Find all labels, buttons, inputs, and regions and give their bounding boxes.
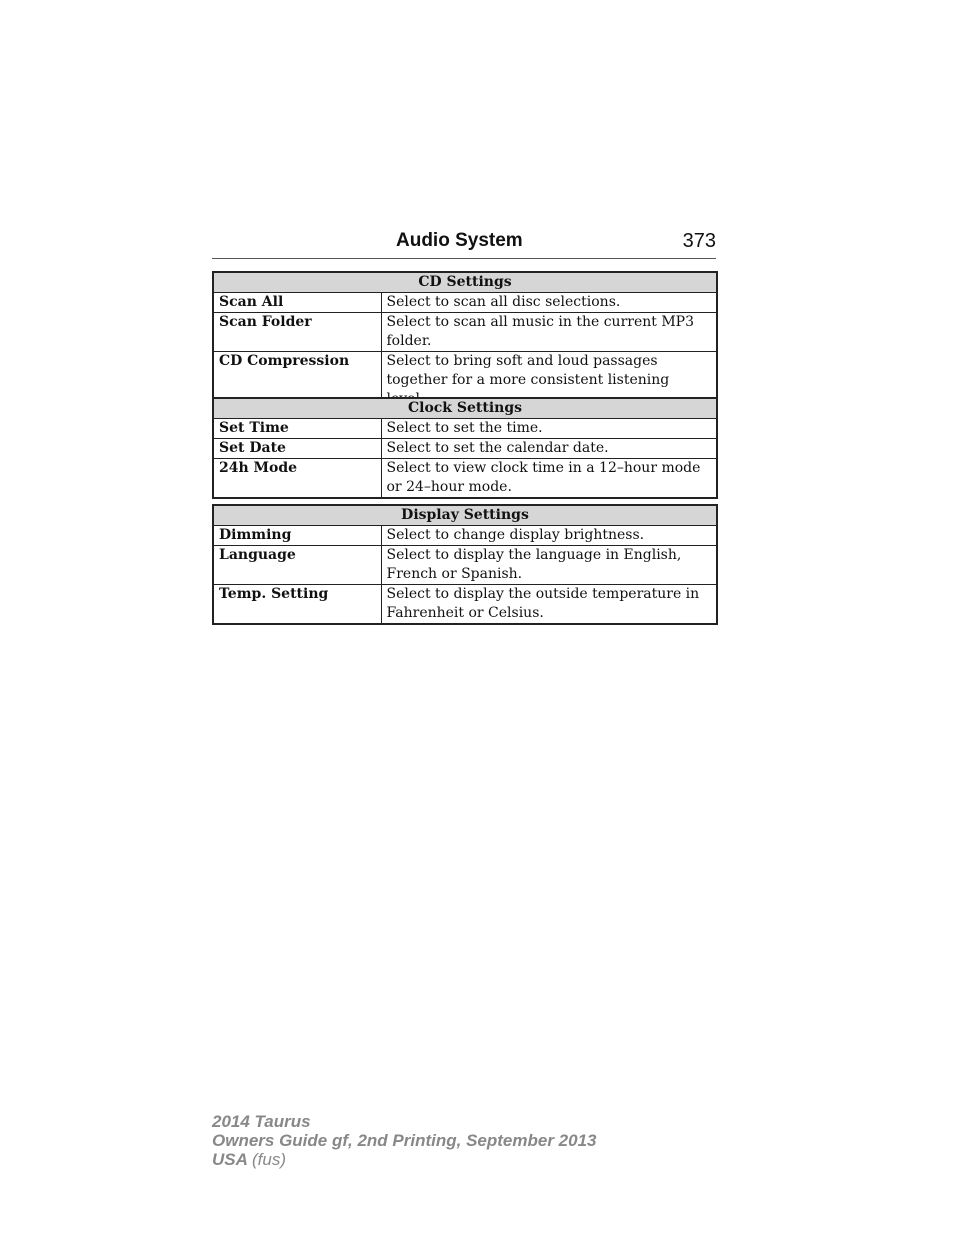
- table-row: [213, 526, 717, 546]
- clock-settings-table: [212, 397, 718, 499]
- table-row: [213, 293, 717, 313]
- page-number: 373: [682, 230, 716, 252]
- table-heading: Display Settings: [213, 505, 717, 526]
- page-title: Audio System: [396, 230, 523, 251]
- display-settings-table: [212, 504, 718, 625]
- footer-region: USA: [212, 1150, 248, 1169]
- setting-description: Select to scan all disc selections.: [381, 293, 717, 313]
- setting-name: 24h Mode: [213, 459, 381, 499]
- setting-name: Scan Folder: [213, 313, 381, 352]
- table-row: [213, 459, 717, 499]
- table-heading: CD Settings: [213, 272, 717, 293]
- setting-name: Set Time: [213, 419, 381, 439]
- setting-description: Select to display the outside temperature in Fahrenheit or Celsius.: [381, 585, 717, 625]
- page-header: [212, 228, 716, 259]
- table-row: [213, 419, 717, 439]
- setting-name: CD Compression: [213, 352, 381, 411]
- table-row: [213, 546, 717, 585]
- setting-name: Language: [213, 546, 381, 585]
- setting-description: Select to scan all music in the current MP3 folder.: [381, 313, 717, 352]
- footer-guide: Owners Guide gf, 2nd Printing, September 2013: [212, 1131, 597, 1150]
- cd-settings-table: [212, 271, 718, 411]
- footer-region-line: [212, 1150, 596, 1169]
- table-row: [213, 313, 717, 352]
- setting-name: Scan All: [213, 293, 381, 313]
- setting-description: Select to set the time.: [381, 419, 717, 439]
- setting-name: Dimming: [213, 526, 381, 546]
- setting-name: Set Date: [213, 439, 381, 459]
- setting-description: Select to set the calendar date.: [381, 439, 717, 459]
- footer-region-code: (fus): [252, 1150, 286, 1169]
- setting-description: Select to view clock time in a 12–hour mode or 24–hour mode.: [381, 459, 717, 499]
- page-footer: [212, 1112, 596, 1169]
- table-row: [213, 585, 717, 625]
- setting-description: Select to change display brightness.: [381, 526, 717, 546]
- setting-description: Select to bring soft and loud passages together for a more consistent listening: [381, 352, 717, 411]
- table-row: [213, 439, 717, 459]
- setting-description: Select to display the language in English, French or Spanish.: [381, 546, 717, 585]
- setting-name: Temp. Setting: [213, 585, 381, 625]
- footer-model: 2014 Taurus: [212, 1112, 311, 1131]
- table-heading: Clock Settings: [213, 398, 717, 419]
